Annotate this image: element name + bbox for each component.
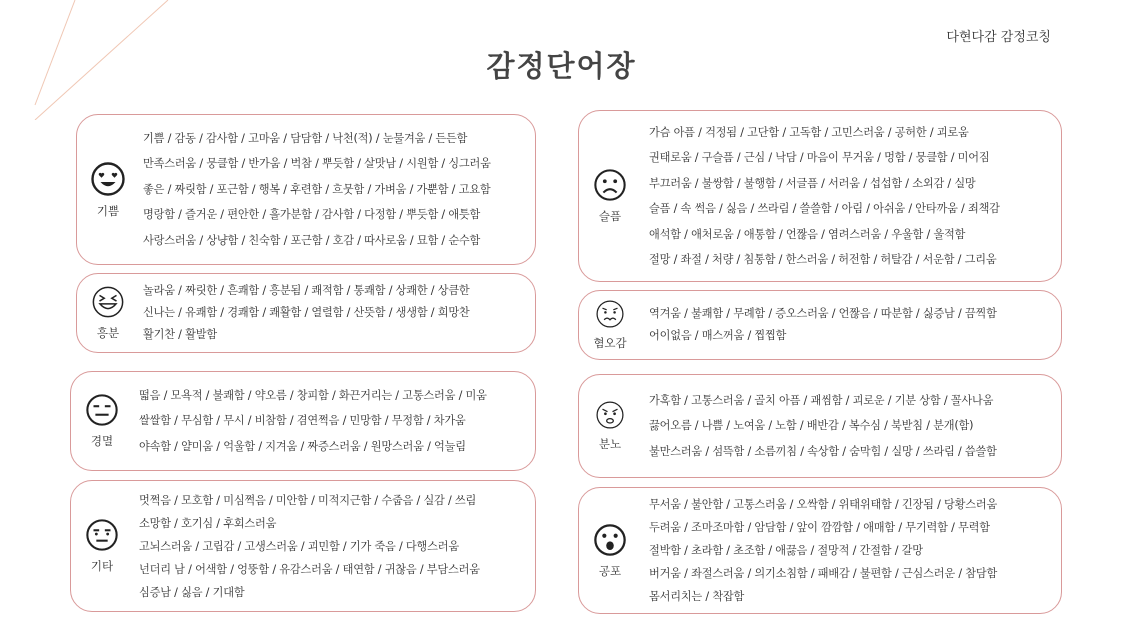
emotion-card-contempt [70,371,536,471]
word-line: 몸서리치는 / 착잡함 [649,590,745,603]
word-list [649,111,1053,281]
word-line: 끓어오름 / 나쁨 / 노여움 / 노함 / 배반감 / 복수심 / 북받침 / 분개(함) [649,419,974,433]
word-line: 부끄러움 / 불쌍함 / 불행함 / 서글픔 / 서러움 / 섭섭함 / 소외감 / 실망 [649,176,976,190]
emotion-label: 기쁨 [96,203,120,218]
emotion-label: 흥분 [96,326,120,340]
word-list [143,274,527,352]
word-list [649,375,1053,477]
word-line: 가혹함 / 고통스러움 / 골치 아픔 / 괘씸함 / 괴로운 / 기분 상함 / 꼴사나움 [649,393,994,407]
word-line: 넌더리 남 / 어색함 / 엉뚱함 / 유감스러움 / 태연함 / 귀찮음 / 부담스러움 [139,562,480,576]
neutral-face-icon [85,518,119,552]
emotion-card-joy [76,114,536,265]
emotion-card-other [70,480,536,612]
angry-face-icon [595,400,625,430]
emotion-badge [77,274,139,352]
word-line: 애석함 / 애처로움 / 애통함 / 언짢음 / 염려스러움 / 우울함 / 울적함 [649,227,966,241]
word-line: 떫음 / 모욕적 / 불쾌함 / 약오름 / 창피함 / 화끈거리는 / 고통스러움 / 미움 [139,388,487,402]
emotion-badge [579,291,641,359]
word-line: 멋쩍음 / 모호함 / 미심쩍음 / 미안함 / 미적지근함 / 수줍음 / 실감 / 쓰림 [139,493,477,507]
emotion-label: 경멸 [90,434,114,448]
worried-face-icon [595,299,625,329]
word-line: 기쁨 / 감동 / 감사함 / 고마움 / 담담함 / 낙천(적) / 눈물겨움 / 든든함 [143,131,468,145]
frowning-face-icon [593,168,627,202]
astonished-face-icon [593,523,627,557]
word-list [649,291,1053,359]
word-line: 가슴 아픔 / 걱정됨 / 고단함 / 고독함 / 고민스러움 / 공허한 / 괴로움 [649,125,969,139]
word-line: 사랑스러움 / 상냥함 / 친숙함 / 포근함 / 호감 / 따사로움 / 묘함 / 순수함 [143,233,481,247]
word-line: 절망 / 좌절 / 처량 / 침통함 / 한스러움 / 허전함 / 허탈감 / 서운함 / 그리움 [649,253,997,266]
word-line: 두려움 / 조마조마함 / 암담함 / 앞이 깜깜함 / 애매함 / 무기력함 / 무력함 [649,521,990,534]
emotion-label: 공포 [598,563,622,578]
word-line: 좋은 / 짜릿함 / 포근함 / 행복 / 후련함 / 흐뭇함 / 가벼움 / 가뿐함 / 고요함 [143,182,491,196]
emotion-label: 기타 [90,559,114,573]
word-list [139,481,527,611]
emotion-badge [77,115,139,264]
word-list [139,372,527,470]
word-line: 불만스러움 / 섬뜩함 / 소름끼침 / 속상함 / 숨막힘 / 실망 / 쓰라림 / 씁쓸함 [649,444,997,458]
word-line: 심증남 / 싫음 / 기대함 [139,585,245,599]
word-line: 쌀쌀함 / 무심함 / 무시 / 비참함 / 겸연쩍음 / 민망함 / 무정함 / 차가움 [139,414,466,428]
emotion-label: 혐오감 [593,336,627,350]
word-list [649,488,1053,613]
emotion-badge [579,375,641,477]
heart-eyes-face-icon [90,161,126,197]
word-line: 버거움 / 좌절스러움 / 의기소침함 / 패배감 / 불편함 / 근심스러운 / 참담함 [649,567,998,580]
emotion-badge [71,372,133,470]
emotion-label: 슬픔 [598,209,622,223]
emotion-card-anger [578,374,1062,478]
expressionless-face-icon [85,393,119,427]
page-title: 감정단어장 [486,49,637,83]
emotion-card-disgust [578,290,1062,360]
emotion-card-sad [578,110,1062,282]
grinning-squint-face-icon [91,285,125,319]
word-line: 권태로움 / 구슬픔 / 근심 / 낙담 / 마음이 무거움 / 멍함 / 뭉클함 / 미어짐 [649,151,990,164]
word-line: 소망함 / 호기심 / 후회스러움 [139,516,277,530]
word-list [143,115,527,264]
word-line: 고뇌스러움 / 고립감 / 고생스러움 / 괴민함 / 기가 죽음 / 다행스러움 [139,539,459,553]
emotion-badge [579,488,641,613]
word-line: 역겨움 / 불쾌함 / 무례함 / 증오스러움 / 언짢음 / 따분함 / 싫증남 / 끔찍함 [649,307,997,320]
word-line: 신나는 / 유쾌함 / 경쾌함 / 쾌활함 / 열렬함 / 산뜻함 / 생생함 / 희망찬 [143,306,470,319]
word-line: 놀라움 / 짜릿한 / 흔쾌함 / 흥분됨 / 쾌적함 / 통쾌함 / 상쾌한 / 상큼한 [143,284,470,297]
brand-label: 다현다감 감정코칭 [946,30,1051,45]
emotion-label: 분노 [598,437,622,451]
emotion-card-fear [578,487,1062,614]
emotion-badge [579,111,641,281]
word-line: 절박함 / 초라함 / 초조함 / 애끓음 / 절망적 / 간절함 / 갈망 [649,544,923,557]
emotion-card-excite [76,273,536,353]
word-line: 슬픔 / 속 썩음 / 싫음 / 쓰라림 / 쓸쓸함 / 아림 / 아쉬움 / 안타까움 / 죄책감 [649,202,1000,215]
word-line: 활기찬 / 활발함 [143,328,217,341]
word-line: 야속함 / 얄미움 / 억울함 / 지겨움 / 짜증스러움 / 원망스러움 / 억눌림 [139,439,466,453]
word-line: 어이없음 / 매스꺼움 / 찝찝함 [649,329,787,342]
emotion-badge [71,481,133,611]
word-line: 명랑함 / 즐거운 / 편안한 / 흘가분함 / 감사함 / 다정함 / 뿌듯함 / 애틋함 [143,208,481,222]
word-line: 무서움 / 불안함 / 고통스러움 / 오싹함 / 위태위태함 / 긴장됨 / 당황스러움 [649,498,998,511]
word-line: 만족스러움 / 뭉클함 / 반가움 / 벅참 / 뿌듯함 / 살맛남 / 시원함 / 싱그러움 [143,157,491,171]
